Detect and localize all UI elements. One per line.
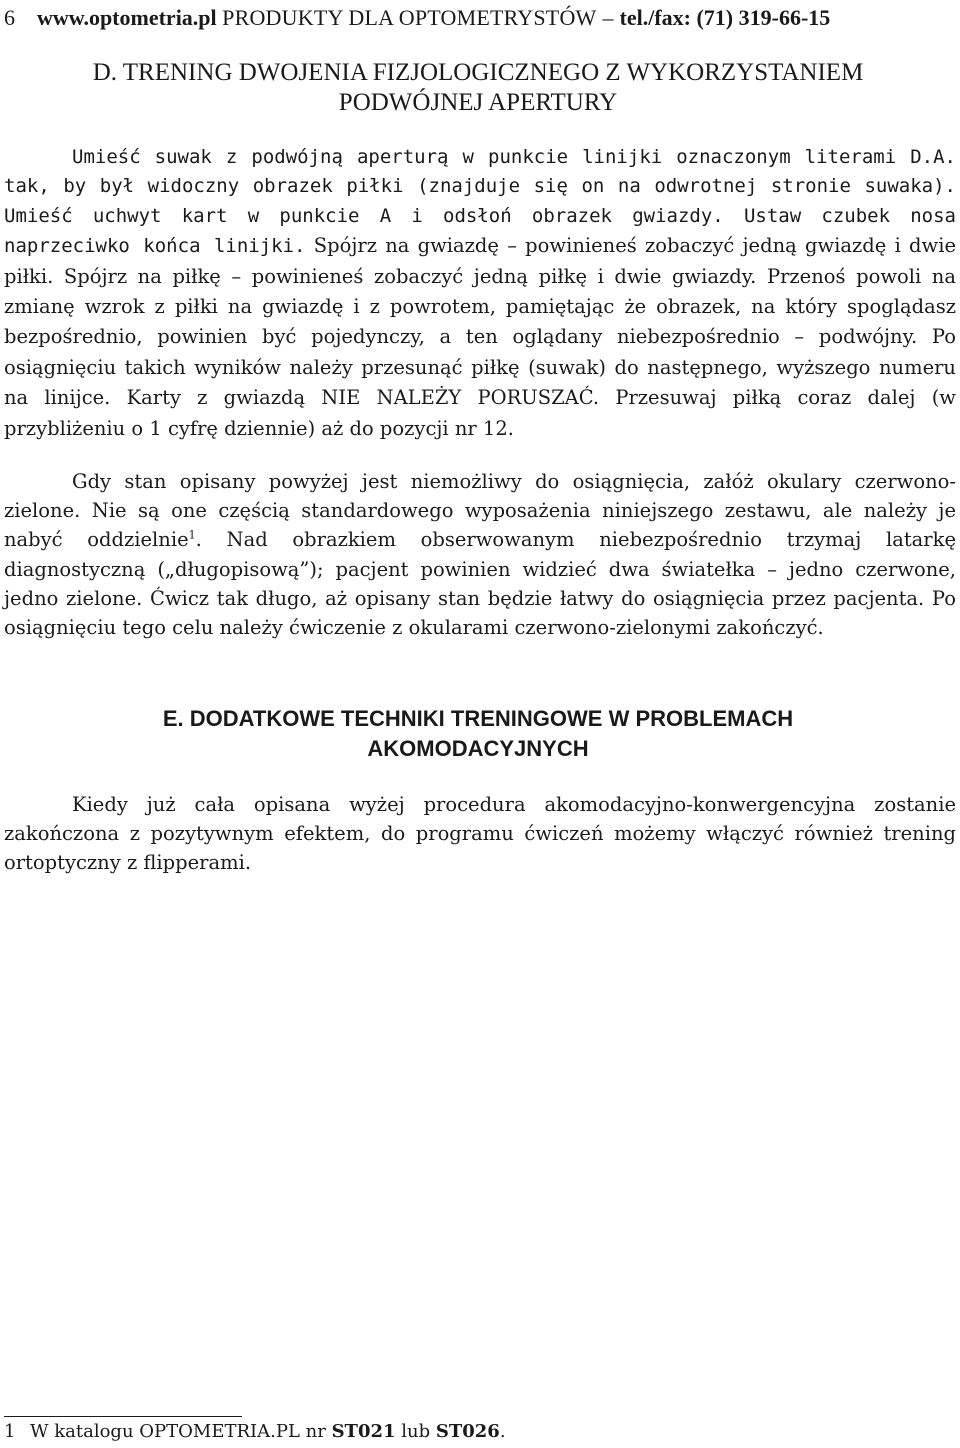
page-number: 6 <box>4 5 15 30</box>
paragraph-1-part-b: Spójrz na gwiazdę – powinieneś zobaczyć jedną gwiazdę i dwie piłki. Spójrz na piłkę – powinieneś zobaczyć jedną piłkę i dwie gwiazdy. Przenoś powoli na zmianę wzrok z piłki na gwiazdę i z powrotem, pamiętając że obrazek, na który spoglądasz bezpośrednio, powinien być pojedynczy, a ten oglądany niebezpośrednio – podwójny. Po osiągnięciu takich wyników należy przesunąć piłkę (suwak) do następnego, wyższego numeru na linijce. Karty z gwiazdą NIE NALEŻY PORUSZAĆ. Przesuwaj piłką coraz dalej (w przybliżeniu o 1 cyfrę dziennie) aż do pozycji nr 12. <box>4 234 956 440</box>
footnote-number: 1 <box>4 1421 16 1442</box>
paragraph-2-part-b: . Nad obrazkiem obserwowanym niebezpośrednio trzymaj latarkę diagnostyczną („długopisową”); pacjent powinien widzieć dwa światełka – jedno czerwone, jedno zielone. Ćwicz tak długo, aż opisany stan będzie łatwy do osiągnięcia przez pacjenta. Po osiągnięciu tego celu należy ćwiczenie z okularami czerwono-zielonymi zakończyć. <box>4 528 956 640</box>
header-phone: tel./fax: (71) 319-66-15 <box>619 5 831 30</box>
header-tagline: PRODUKTY DLA OPTOMETRYSTÓW <box>222 5 597 30</box>
footnote-divider <box>4 1416 242 1417</box>
footnote-text-b: lub <box>395 1421 436 1442</box>
section-d-heading: D. TRENING DWOJENIA FIZJOLOGICZNEGO Z WYKORZYSTANIEM PODWÓJNEJ APERTURY <box>92 59 864 116</box>
header-separator: – <box>602 5 614 30</box>
paragraph-1-part-a: Umieść suwak z podwójną aperturą w punkcie linijki oznaczonym literami D.A. tak, by był widoczny obrazek piłki (znajduje się on na odwrotnej stronie suwaka). Umieść uchwyt kart w punkcie A i odsłoń obrazek gwiazdy. Ustaw czubek nosa naprzeciwko końca linijki. <box>4 146 956 258</box>
section-e-heading: E. DODATKOWE TECHNIKI TRENINGOWE W PROBLEMACH AKOMODACYJNYCH <box>162 706 794 761</box>
footnote-code-2: ST026 <box>435 1421 500 1442</box>
section-d-paragraph-1 <box>4 143 956 444</box>
footnote <box>4 1420 944 1444</box>
footnote-text-a: W katalogu OPTOMETRIA.PL nr <box>30 1421 332 1442</box>
footnote-code-1: ST021 <box>331 1421 396 1442</box>
footnote-text-c: . <box>499 1421 506 1442</box>
running-header <box>4 4 956 32</box>
site-url: www.optometria.pl <box>37 5 217 30</box>
section-d-paragraph-2 <box>4 467 956 642</box>
paragraph-2-part-a: Gdy stan opisany powyżej jest niemożliwy do osiągnięcia, załóż okulary czerwono-zielone. Nie są one częścią standardowego wyposażenia niniejszego zestawu, ale należy je nabyć oddzielnie <box>4 470 956 552</box>
footnote-reference: 1 <box>188 528 196 542</box>
section-e-paragraph: Kiedy już cała opisana wyżej procedura akomodacyjno-konwergencyjna zostanie zakończona z pozytywnym efektem, do programu ćwiczeń możemy włączyć również trening ortoptyczny z flipperami. <box>4 793 956 875</box>
